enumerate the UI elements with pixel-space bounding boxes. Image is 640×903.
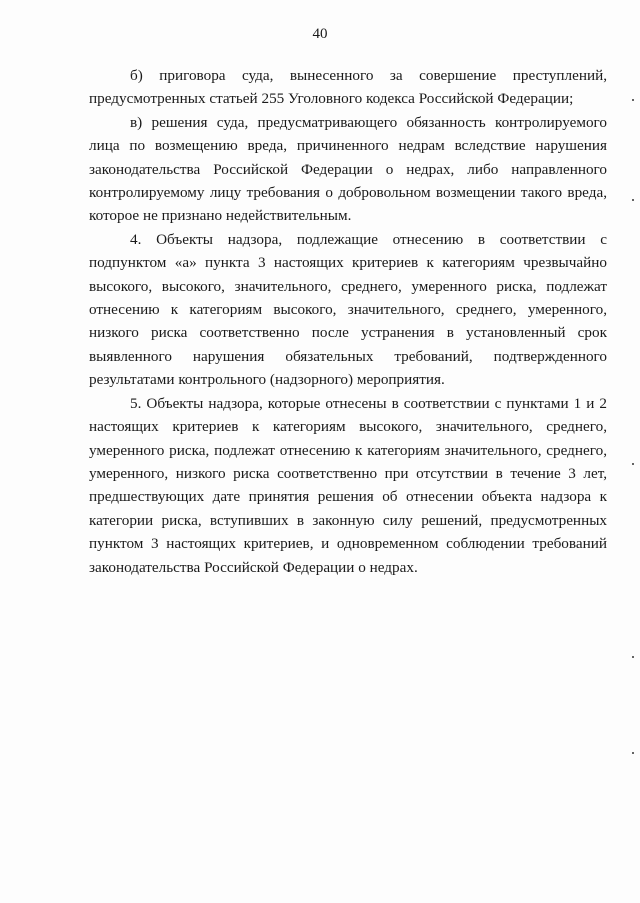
page-number: 40 bbox=[312, 26, 328, 42]
paragraph-b: б) приговора суда, вынесенного за совершение преступлений, предусмотренных статьей 255 Уголовного кодекса Российской Федерации; bbox=[89, 67, 607, 108]
scan-speck bbox=[632, 656, 634, 658]
scan-speck bbox=[632, 99, 634, 101]
scan-speck bbox=[632, 463, 634, 465]
scan-speck bbox=[632, 752, 634, 754]
paragraph-v: в) решения суда, предусматривающего обязанность контролируемого лица по возмещению вреда, причиненного недрам вследствие нарушения законодательства Российской Федерации о недрах, либо направленного контролируемому лицу требования о добровольном возмещении такого вреда, которое не признано недействительным. bbox=[89, 113, 607, 225]
scan-speck bbox=[632, 199, 634, 201]
paragraph-4: 4. Объекты надзора, подлежащие отнесению в соответствии с подпунктом «а» пункта 3 настоящих критериев к категориям чрезвычайно высокого, высокого, значительного, среднего, умеренного риска, подлежат отнесению к категориям высокого, значительного, среднего, умеренного, низкого риска соответственно после устранения в установленный срок выявленного нарушения обязательных требований, подтвержденного результатами контрольного (надзорного) мероприятия. bbox=[89, 230, 607, 389]
paragraph-5: 5. Объекты надзора, которые отнесены в соответствии с пунктами 1 и 2 настоящих критериев к категориям высокого, значительного, среднего, умеренного риска, подлежат отнесению к категориям значительного, среднего, умеренного, низкого риска соответственно при отсутствии в течение 3 лет, предшествующих дате принятия решения об отнесении объекта надзора к категории риска, вступивших в законную силу решений, предусмотренных пунктом 3 настоящих критериев, и одновременном соблюдении требований законодательства Российской Федерации о недрах. bbox=[89, 394, 607, 576]
document-body bbox=[89, 64, 607, 579]
